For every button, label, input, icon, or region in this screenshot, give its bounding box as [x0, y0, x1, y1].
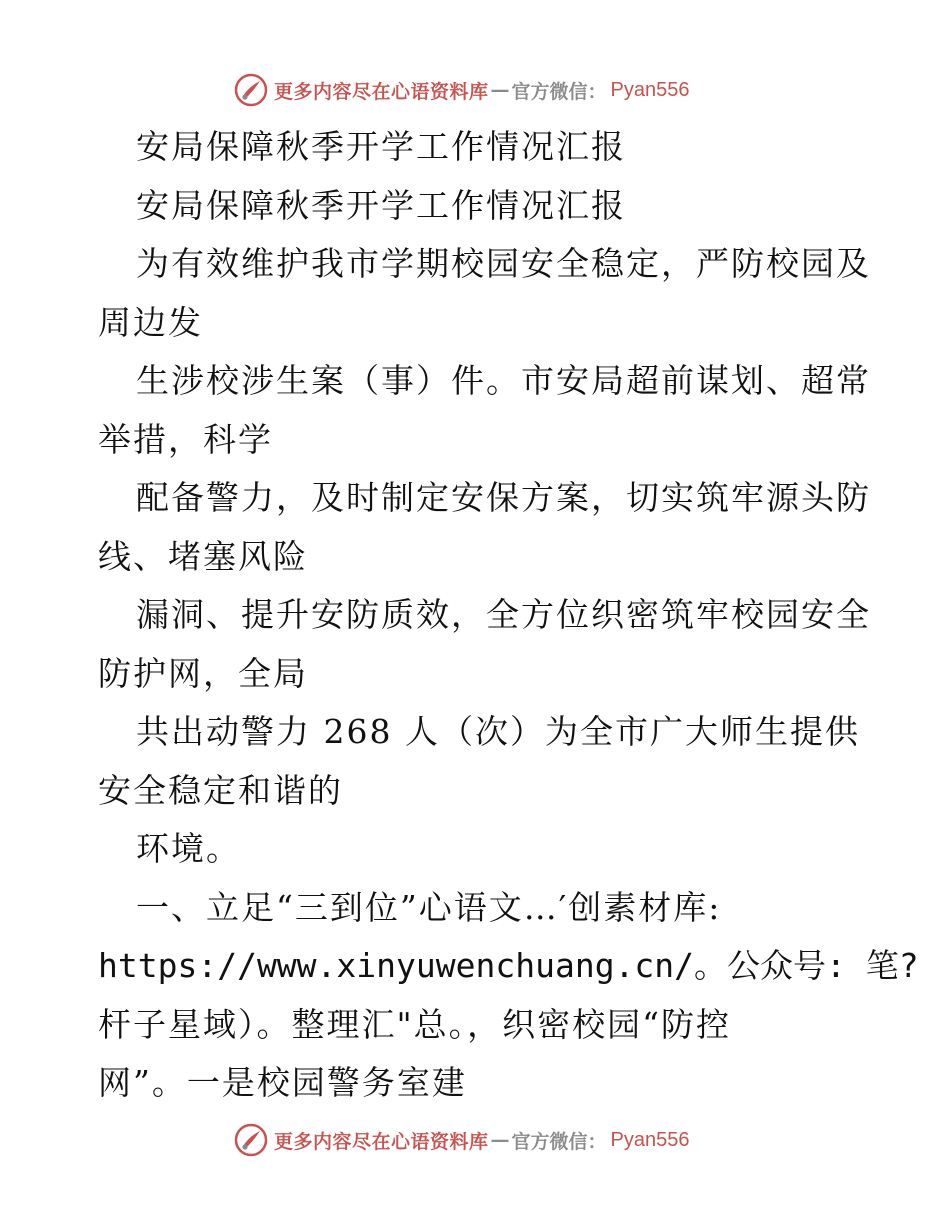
text-line: 安局保障秋季开学工作情况汇报 [136, 127, 626, 166]
document-body [98, 118, 919, 1113]
watermark-id: Pyan556 [610, 78, 690, 101]
text-line: 为有效维护我市学期校园安全稳定，严防校园及 [136, 244, 871, 283]
text-line: 举措，科学 [98, 419, 273, 459]
text-line: 环境。 [136, 829, 241, 868]
brush-logo-icon [234, 73, 268, 107]
text-line: 配备警力，及时制定安保方案，切实筑牢源头防 [136, 478, 871, 517]
footer-watermark [234, 1122, 690, 1158]
text-line: 周边发 [98, 302, 203, 342]
watermark-id: Pyan556 [610, 1128, 690, 1151]
text-line: 生涉校涉生案（事）件。市安局超前谋划、超常 [136, 361, 871, 400]
watermark-main-text: 更多内容尽在心语资料库 [274, 1130, 489, 1153]
text-line: 防护网，全局 [98, 653, 308, 693]
text-line: 杆子星域）。整理汇"总。，织密校园“防控 [98, 1004, 732, 1044]
text-line: 安局保障秋季开学工作情况汇报 [136, 185, 626, 225]
watermark-separator: — [490, 1129, 510, 1151]
brush-logo-icon [234, 1123, 268, 1157]
text-line: 网”。一是校园警务室建 [98, 1063, 467, 1102]
header-watermark [234, 72, 690, 108]
watermark-separator: — [490, 79, 510, 101]
text-line: 共出动警力 268 人（次）为全市广大师生提供 [136, 712, 860, 751]
text-line: 漏洞、提升安防质效，全方位织密筑牢校园安全 [136, 595, 871, 634]
text-line: 安全稳定和谐的 [98, 770, 343, 810]
watermark-main-text: 更多内容尽在心语资料库 [274, 80, 489, 103]
text-line: 线、堵塞风险 [98, 536, 308, 576]
watermark-label: 官方微信： [511, 1130, 607, 1153]
text-line: 一、立足“三到位”心语文…′创素材库: [136, 887, 722, 927]
watermark-label: 官方微信： [511, 80, 607, 103]
text-line: https://www.xinyuwenchuang.cn/。公众号: 笔? [98, 946, 919, 985]
